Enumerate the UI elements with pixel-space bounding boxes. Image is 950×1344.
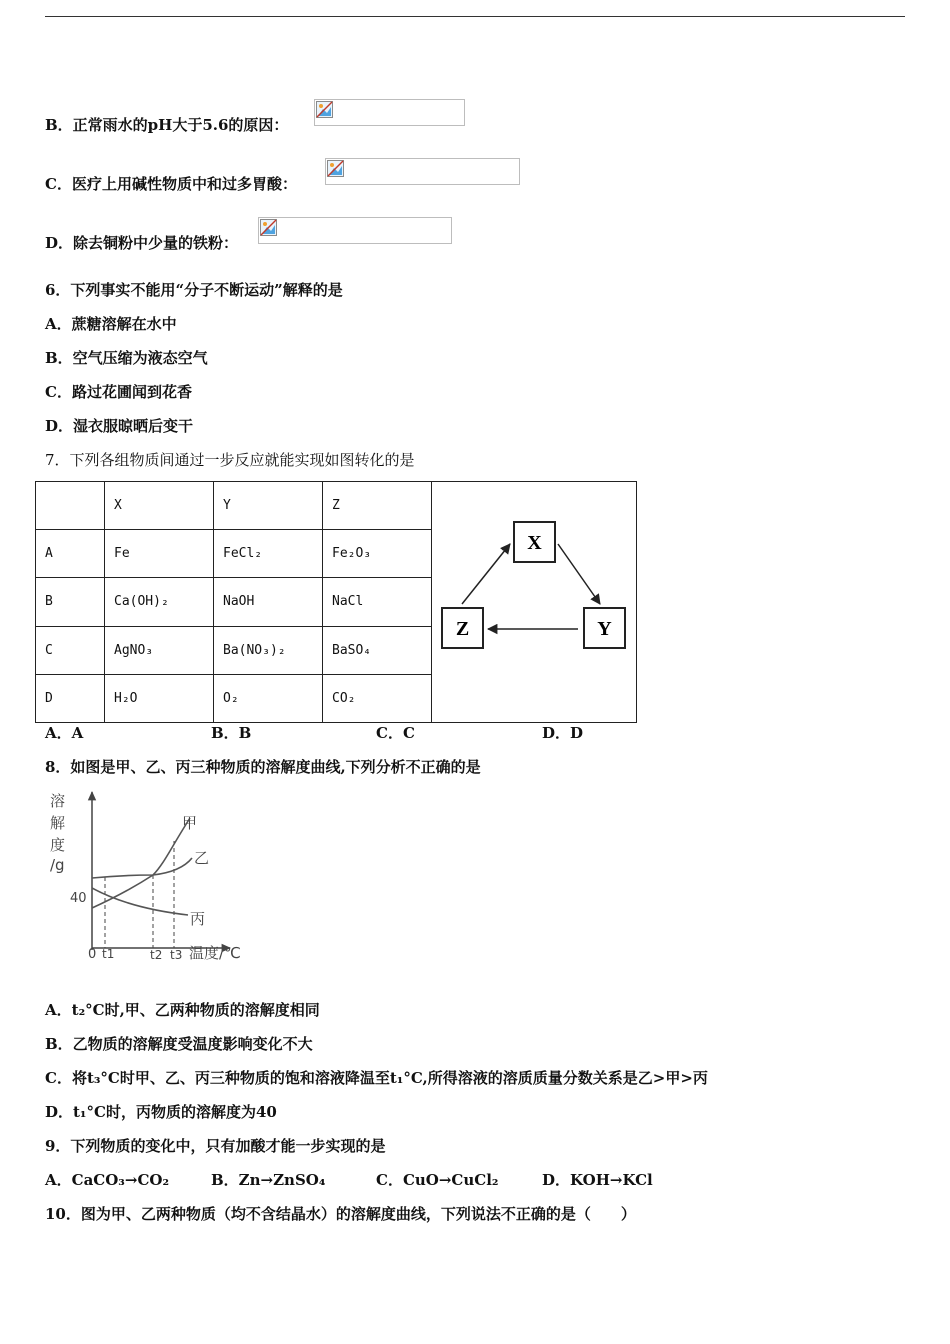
q9-option-b: B．Zn→ZnSO₄ [211, 1171, 326, 1189]
q5-c-equation-image [325, 158, 520, 185]
t2-label: t2 [150, 948, 163, 962]
q6-option-d: D．湿衣服晾晒后变干 [45, 417, 194, 435]
table-cell: O₂ [214, 674, 323, 722]
q10-stem: 10．图为甲、乙两种物质（均不含结晶水）的溶解度曲线，下列说法不正确的是（ ） [45, 1205, 636, 1223]
q8-option-d: D．t₁°C时，丙物质的溶解度为40 [45, 1103, 277, 1121]
node-x-label: X [527, 532, 542, 554]
q7-option-c: C．C [376, 724, 415, 742]
q6-option-b: B．空气压缩为液态空气 [45, 349, 208, 367]
table-cell: D [36, 674, 105, 722]
t3-label: t3 [170, 948, 183, 962]
table-cell: A [36, 530, 105, 578]
ylabel-char: /g [50, 856, 65, 874]
table-cell: B [36, 578, 105, 626]
ylabel-char: 度 [50, 836, 66, 854]
broken-image-icon [260, 219, 277, 236]
table-header-y: Y [214, 482, 323, 530]
q8-solubility-chart [44, 786, 254, 966]
q8-option-a: A．t₂°C时,甲、乙两种物质的溶解度相同 [45, 1001, 320, 1019]
table-cell: FeCl₂ [214, 530, 323, 578]
q6-option-c: C．路过花圃闻到花香 [45, 383, 192, 401]
table-row [36, 482, 637, 530]
header-rule [45, 16, 905, 17]
label-bing: 丙 [190, 910, 206, 928]
q5-b-equation-image [314, 99, 465, 126]
table-cell: Fe₂O₃ [323, 530, 432, 578]
ylabel-char: 溶 [50, 792, 66, 810]
q5-option-b: B．正常雨水的pH大于5.6的原因： [45, 116, 289, 134]
q8-option-b: B．乙物质的溶解度受温度影响变化不大 [45, 1035, 313, 1053]
q8-option-c: C．将t₃°C时甲、乙、丙三种物质的饱和溶液降温至t₁°C,所得溶液的溶质质量分数关系是乙>甲>丙 [45, 1069, 708, 1087]
table-cell: Ca(OH)₂ [105, 578, 214, 626]
q8-stem: 8．如图是甲、乙、丙三种物质的溶解度曲线,下列分析不正确的是 [45, 758, 481, 776]
q5-option-c: C．医疗上用碱性物质中和过多胃酸： [45, 175, 297, 193]
t1-label: t1 [102, 947, 115, 961]
y-tick-40: 40 [70, 891, 87, 906]
table-cell: AgNO₃ [105, 626, 214, 674]
origin-label: 0 [88, 947, 97, 962]
q7-option-a: A．A [45, 724, 84, 742]
node-z-label: Z [455, 618, 470, 640]
table-header-z: Z [323, 482, 432, 530]
q9-stem: 9．下列物质的变化中，只有加酸才能一步实现的是 [45, 1137, 386, 1155]
label-jia: 甲 [182, 814, 198, 832]
table-cell: Ba(NO₃)₂ [214, 626, 323, 674]
table-cell: BaSO₄ [323, 626, 432, 674]
q7-option-b: B．B [211, 724, 252, 742]
table-cell: Fe [105, 530, 214, 578]
table-cell: CO₂ [323, 674, 432, 722]
arrow-x-to-y [558, 544, 600, 604]
q7-cycle-diagram [432, 482, 636, 718]
q5-d-equation-image [258, 217, 452, 244]
xlabel: 温度/℃ [189, 944, 241, 962]
table-cell: NaOH [214, 578, 323, 626]
table-cell [36, 482, 105, 530]
node-y-label: Y [597, 618, 612, 640]
q7-table [35, 481, 637, 723]
q9-option-c: C．CuO→CuCl₂ [376, 1171, 499, 1189]
q9-option-a: A．CaCO₃→CO₂ [45, 1171, 170, 1189]
arrow-z-to-x [462, 544, 510, 604]
table-cell: H₂O [105, 674, 214, 722]
q7-stem: 7．下列各组物质间通过一步反应就能实现如图转化的是 [45, 451, 415, 469]
ylabel-char: 解 [50, 814, 66, 832]
curve-yi [92, 858, 192, 878]
q9-option-d: D．KOH→KCl [542, 1171, 653, 1189]
q6-option-a: A．蔗糖溶解在水中 [45, 315, 177, 333]
q6-stem: 6．下列事实不能用“分子不断运动”解释的是 [45, 281, 343, 299]
q7-option-d: D．D [542, 724, 584, 742]
table-cell: C [36, 626, 105, 674]
broken-image-icon [316, 101, 333, 118]
broken-image-icon [327, 160, 344, 177]
table-cell: NaCl [323, 578, 432, 626]
table-header-x: X [105, 482, 214, 530]
label-yi: 乙 [194, 849, 210, 867]
q7-diagram-cell [432, 482, 637, 723]
q5-option-d: D．除去铜粉中少量的铁粉： [45, 234, 239, 252]
